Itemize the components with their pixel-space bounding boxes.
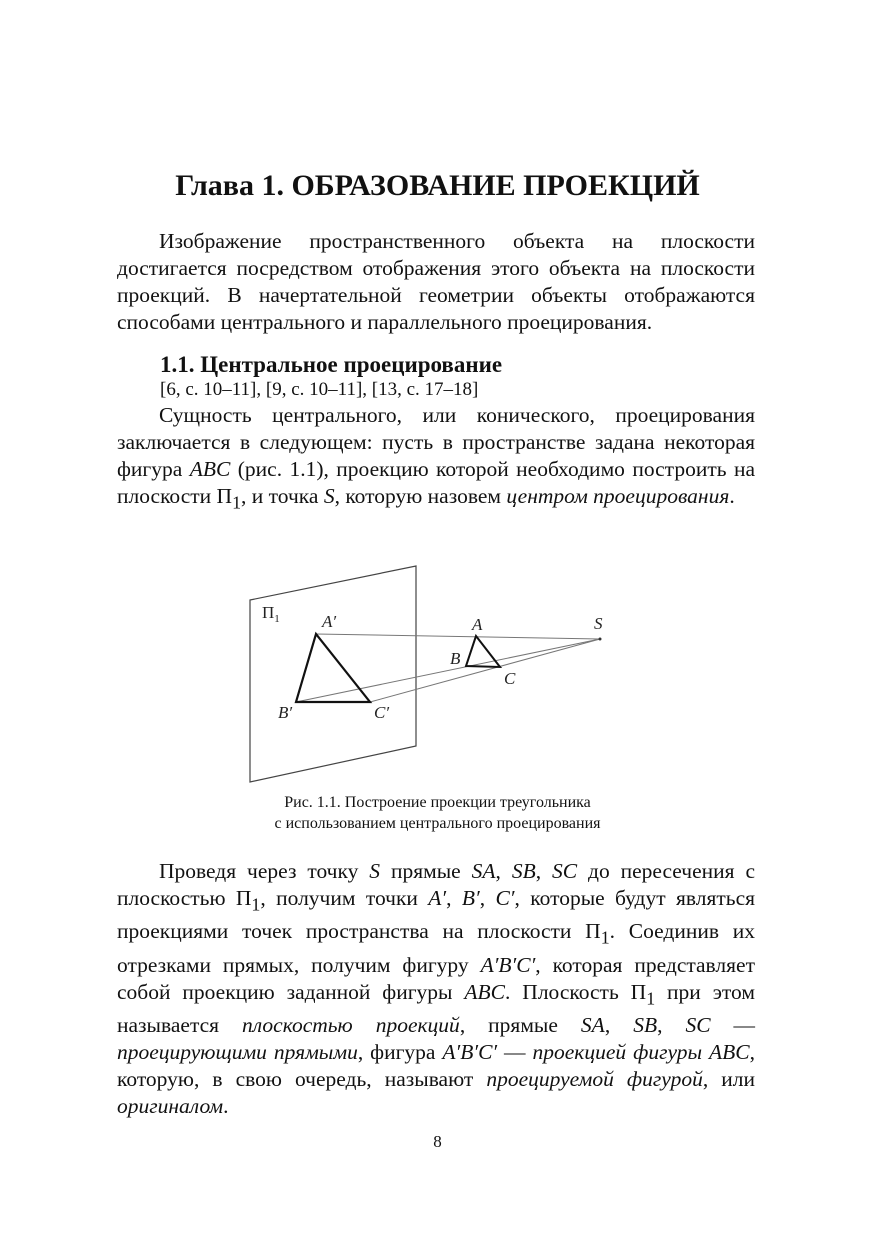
triangle-original xyxy=(466,636,500,667)
caption-line-1: Рис. 1.1. Построение проекции треугольника xyxy=(284,794,591,811)
paragraph-central-projection: Сущность центрального, или конического, проецирования заключается в следующем: пусть в пространстве задана некоторая фигура ABC (рис. 1.1), проекцию которой необходимо построить на плоскости $П_1$, и точка S, которую назовем центром проецирования. xyxy=(117,403,755,513)
center-point xyxy=(599,638,602,641)
term-original: оригиналом xyxy=(117,1093,224,1118)
caption-line-2: с использованием центрального проецирования xyxy=(274,815,601,832)
term-figure-projection: проекцией фигуры xyxy=(532,1039,709,1064)
label-c-prime: C′ xyxy=(374,703,390,722)
central-projection-figure xyxy=(238,560,628,790)
term-projection-plane: плоскостью проекций xyxy=(242,1012,460,1037)
intro-paragraph: Изображение пространственного объекта на плоскости достигается посредством отображения этого объекта на плоскости проекций. В начертательной геометрии объекты отображаются способами центрального и параллельного проецирования. xyxy=(117,229,755,334)
term-projected-figure: проецируемой фигурой xyxy=(486,1066,703,1091)
ray-sa xyxy=(316,634,600,639)
chapter-title: Глава 1. ОБРАЗОВАНИЕ ПРОЕКЦИЙ xyxy=(175,169,700,202)
page-number: 8 xyxy=(433,1132,442,1151)
term-projection-center: центром проецирования xyxy=(506,484,730,508)
section-title: 1.1. Центральное проецирование xyxy=(160,352,503,377)
label-a: A xyxy=(472,615,483,634)
term-projecting-lines: проецирующими прямыми xyxy=(117,1039,358,1064)
label-c: C xyxy=(504,669,516,688)
label-s: S xyxy=(594,614,603,633)
label-b-prime: B′ xyxy=(278,703,293,722)
paragraph-projection-definitions: Проведя через точку S прямые SA, SB, SC до пересечения с плоскостью $П_1$, получим точки A′, B′, C′, которые будут являться проекциями точек пространства на плоскости $П_1$. Соединив их отрезками прямых, получим фигуру A′B′C′, которая представляет собой проекцию заданной фигуры ABC. Плоскость $П_1$ при этом называется плоскостью проекций, прямые SA, SB, SC — проецирующими прямыми, фигура A′B′C′ — проекцией фигуры ABC, которую, в свою очередь, называют проецируемой фигурой, или оригиналом. xyxy=(117,859,756,1118)
triangle-projection xyxy=(296,634,370,702)
label-a-prime: A′ xyxy=(322,612,337,631)
plane-label: $П_1$ xyxy=(262,603,280,625)
section-references: [6, с. 10–11], [9, с. 10–11], [13, с. 17–18] xyxy=(160,379,479,400)
label-b: B xyxy=(450,649,461,668)
ray-sb xyxy=(296,639,600,702)
figure-caption xyxy=(0,792,875,834)
projection-plane xyxy=(250,566,416,782)
